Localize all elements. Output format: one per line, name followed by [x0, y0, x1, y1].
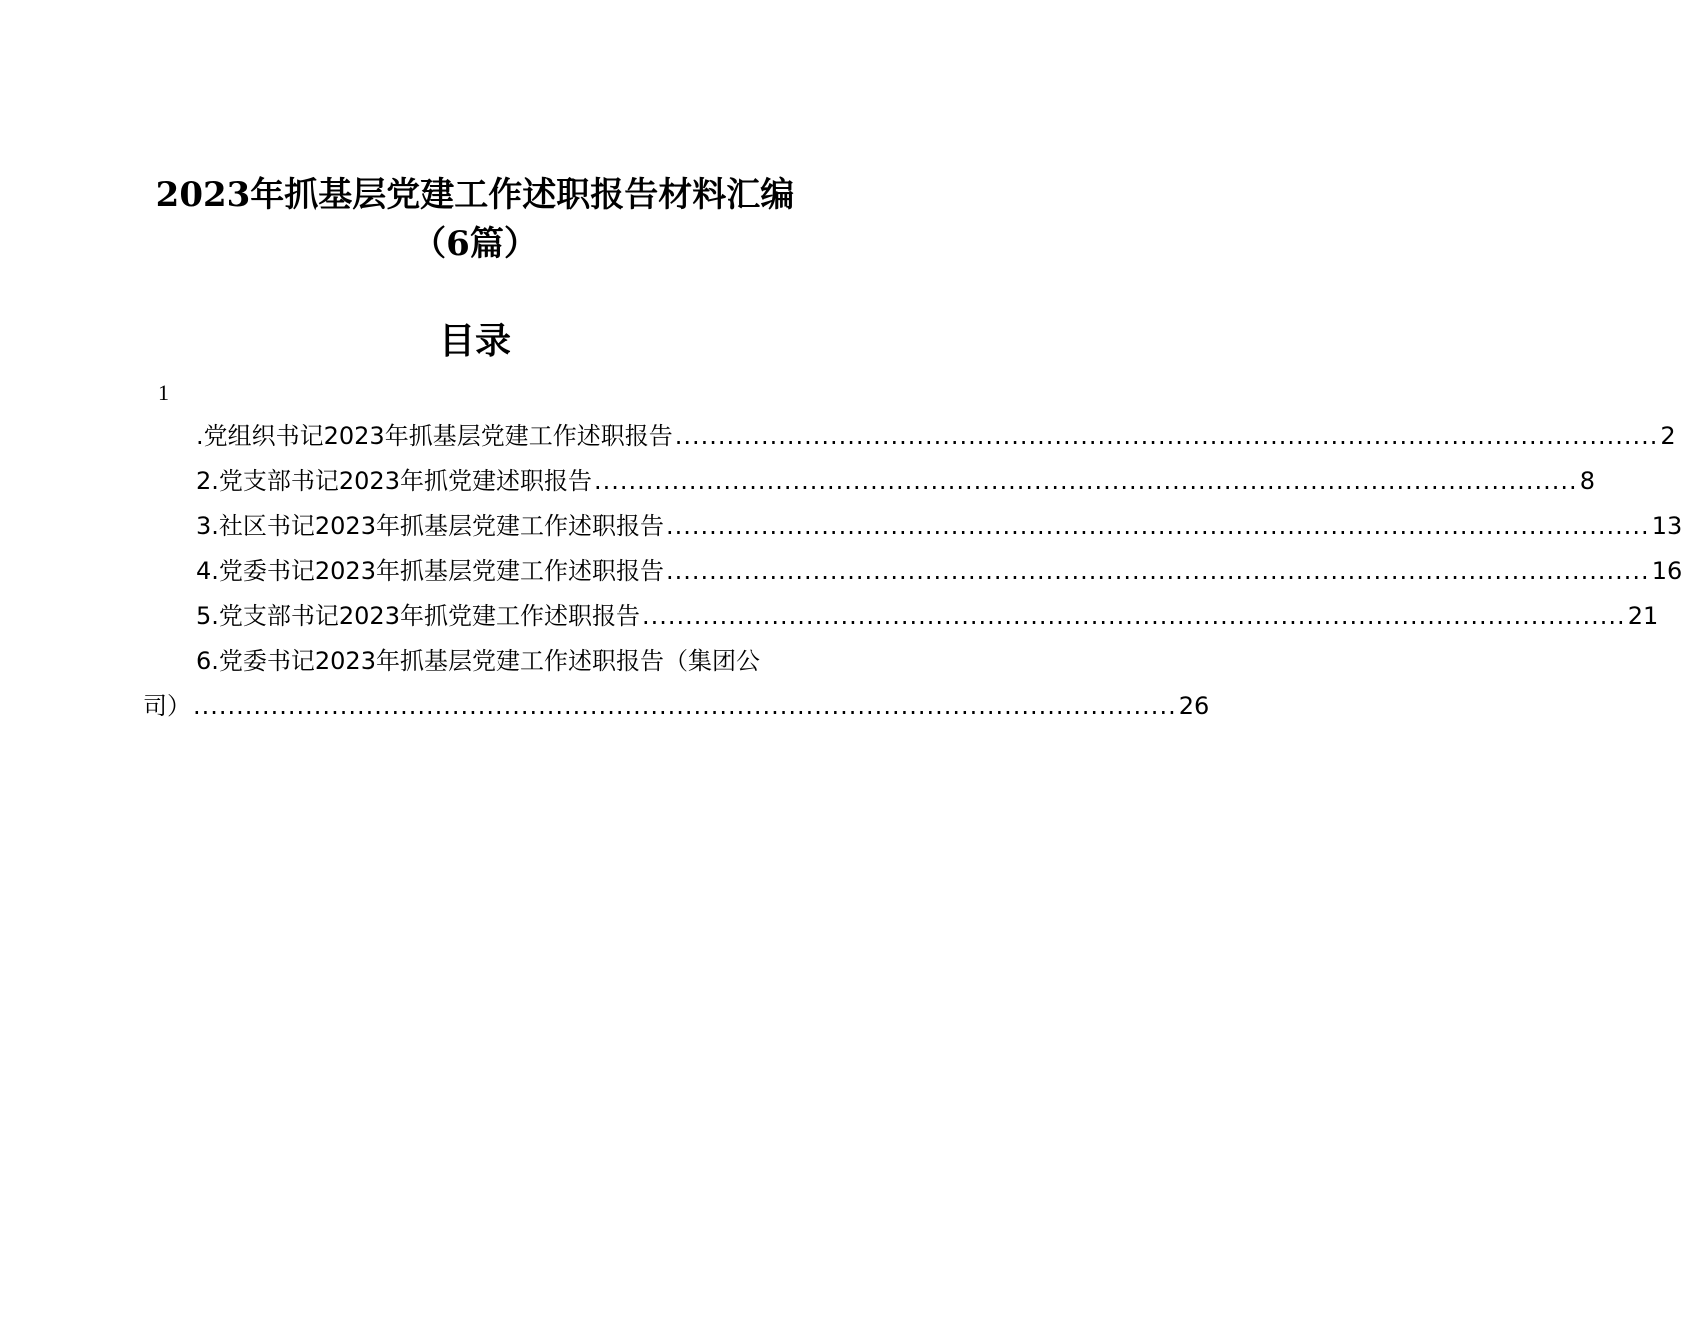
toc-entry-title: 5.党支部书记2023年抓党建工作述职报告	[196, 602, 640, 630]
toc-stray-number: 1	[158, 380, 169, 405]
document-title-line-2: （6篇）	[412, 224, 538, 264]
toc-entry-6[interactable]	[196, 641, 806, 681]
toc-leader-dots: ..................................................................................................................	[665, 557, 1650, 585]
toc-page-number: 26	[1178, 692, 1210, 720]
toc-entry-1[interactable]	[196, 416, 1676, 456]
toc-entry-title: 2.党支部书记2023年抓党建述职报告	[196, 467, 592, 495]
toc-page-number: 8	[1579, 467, 1595, 495]
toc-entry-5[interactable]	[196, 596, 1659, 636]
toc-entry-title-continuation: 司）	[143, 692, 191, 720]
toc-entry-4[interactable]	[196, 551, 1682, 591]
toc-page-number: 2	[1660, 422, 1676, 450]
toc-page-number: 21	[1627, 602, 1659, 630]
toc-page-number: 13	[1651, 512, 1682, 540]
toc-entry-title: 6.党委书记2023年抓基层党建工作述职报告（集团公	[196, 647, 760, 675]
toc-entry-title: 4.党委书记2023年抓基层党建工作述职报告	[196, 557, 664, 585]
toc-leader-dots: ..................................................................................................................	[641, 602, 1626, 630]
toc-entry-6-continuation[interactable]	[143, 686, 1210, 726]
toc-heading: 目录	[438, 320, 511, 362]
toc-page-number: 16	[1651, 557, 1682, 585]
toc-leader-dots: ..................................................................................................................	[193, 692, 1177, 720]
toc-entry-2[interactable]	[196, 461, 1595, 501]
toc-leader-dots: ..................................................................................................................	[674, 422, 1659, 450]
toc-leader-dots: ..................................................................................................................	[593, 467, 1578, 495]
document-title-line-1: 2023年抓基层党建工作述职报告材料汇编	[155, 175, 795, 215]
toc-leader-dots: ..................................................................................................................	[665, 512, 1650, 540]
toc-entry-title: .党组织书记2023年抓基层党建工作述职报告	[196, 422, 673, 450]
toc-entry-3[interactable]	[196, 506, 1682, 546]
toc-entry-title: 3.社区书记2023年抓基层党建工作述职报告	[196, 512, 664, 540]
